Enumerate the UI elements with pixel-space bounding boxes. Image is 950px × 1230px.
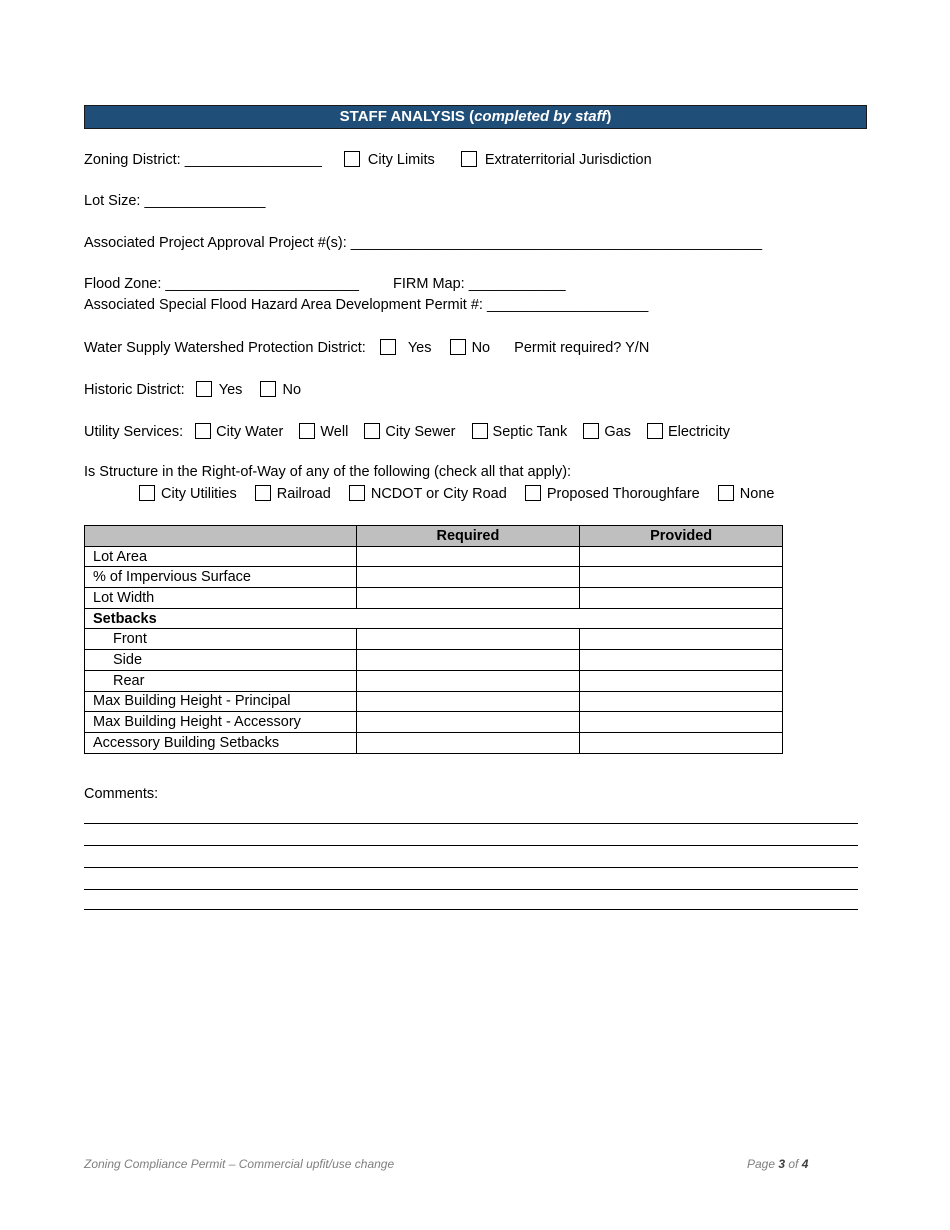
page-total: 4 — [801, 1157, 809, 1171]
required-cell[interactable] — [356, 712, 580, 733]
historic-yes-label: Yes — [218, 382, 243, 398]
city-water-checkbox[interactable] — [195, 423, 211, 439]
gas-label: Gas — [604, 424, 631, 440]
proposed-thoroughfare-checkbox[interactable] — [525, 485, 541, 501]
septic-tank-label: Septic Tank — [492, 424, 568, 440]
ncdot-checkbox[interactable] — [349, 485, 365, 501]
watershed-no-label: No — [471, 340, 491, 356]
railroad-checkbox[interactable] — [255, 485, 271, 501]
table-row — [85, 732, 783, 753]
watershed-label: Water Supply Watershed Protection District: — [84, 340, 366, 356]
historic-yes-checkbox[interactable] — [196, 381, 212, 397]
electricity-checkbox[interactable] — [647, 423, 663, 439]
table-header-blank — [85, 526, 357, 547]
section-title-italic: completed by staff — [474, 108, 607, 125]
table-row — [85, 650, 783, 671]
required-cell[interactable] — [356, 670, 580, 691]
requirements-table — [84, 525, 783, 754]
provided-cell[interactable] — [580, 712, 783, 733]
section-header — [84, 105, 867, 129]
provided-cell[interactable] — [580, 691, 783, 712]
watershed-yes-checkbox[interactable] — [380, 339, 396, 355]
zoning-district-label: Zoning District: _________________ — [84, 152, 322, 168]
city-utilities-checkbox[interactable] — [139, 485, 155, 501]
septic-tank-checkbox[interactable] — [472, 423, 488, 439]
table-header-required: Required — [356, 526, 580, 547]
row-label-height-principal: Max Building Height - Principal — [85, 691, 357, 712]
provided-cell[interactable] — [580, 546, 783, 567]
required-cell[interactable] — [356, 567, 580, 588]
comment-line[interactable] — [84, 867, 858, 868]
provided-cell[interactable] — [580, 629, 783, 650]
row-label-rear: Rear — [85, 670, 357, 691]
required-cell[interactable] — [356, 732, 580, 753]
historic-label: Historic District: — [84, 382, 185, 398]
table-row — [85, 712, 783, 733]
city-sewer-label: City Sewer — [385, 424, 456, 440]
provided-cell[interactable] — [580, 588, 783, 609]
row-label-impervious: % of Impervious Surface — [85, 567, 357, 588]
permit-required-label: Permit required? Y/N — [514, 340, 650, 356]
proposed-thoroughfare-label: Proposed Thoroughfare — [546, 486, 700, 502]
table-row — [85, 670, 783, 691]
required-cell[interactable] — [356, 546, 580, 567]
row-options — [139, 485, 774, 502]
gas-checkbox[interactable] — [583, 423, 599, 439]
city-water-label: City Water — [216, 424, 284, 440]
associated-project-field[interactable]: Associated Project Approval Project #(s): ___________________________________________________ — [84, 235, 763, 251]
zoning-row — [84, 151, 652, 168]
table-row — [85, 608, 783, 629]
historic-no-label: No — [282, 382, 302, 398]
well-label: Well — [320, 424, 349, 440]
historic-no-checkbox[interactable] — [260, 381, 276, 397]
table-row — [85, 546, 783, 567]
page-of: of — [785, 1157, 802, 1171]
section-title-end: ) — [606, 108, 612, 125]
ncdot-label: NCDOT or City Road — [370, 486, 507, 502]
table-header-row — [85, 526, 783, 547]
railroad-label: Railroad — [276, 486, 331, 502]
row-label-height-accessory: Max Building Height - Accessory — [85, 712, 357, 733]
row-label-front: Front — [85, 629, 357, 650]
provided-cell[interactable] — [580, 650, 783, 671]
table-row — [85, 588, 783, 609]
flood-zone-row — [84, 276, 566, 292]
comment-line[interactable] — [84, 909, 858, 910]
table-row — [85, 691, 783, 712]
table-header-provided: Provided — [580, 526, 783, 547]
watershed-row — [84, 339, 649, 356]
required-cell[interactable] — [356, 588, 580, 609]
required-cell[interactable] — [356, 650, 580, 671]
watershed-yes-label: Yes — [407, 340, 432, 356]
provided-cell[interactable] — [580, 670, 783, 691]
utility-row — [84, 423, 730, 440]
provided-cell[interactable] — [580, 732, 783, 753]
flood-zone-field[interactable]: Flood Zone: ________________________ — [84, 276, 359, 292]
section-title: STAFF ANALYSIS ( — [339, 108, 475, 125]
utility-label: Utility Services: — [84, 424, 184, 440]
comment-line[interactable] — [84, 889, 858, 890]
city-limits-checkbox[interactable] — [344, 151, 360, 167]
lot-size-field[interactable]: Lot Size: _______________ — [84, 193, 266, 209]
none-checkbox[interactable] — [718, 485, 734, 501]
required-cell[interactable] — [356, 629, 580, 650]
row-label-setbacks: Setbacks — [85, 608, 783, 629]
table-row — [85, 629, 783, 650]
well-checkbox[interactable] — [299, 423, 315, 439]
city-limits-label: City Limits — [367, 152, 435, 168]
row-label-accessory-setbacks: Accessory Building Setbacks — [85, 732, 357, 753]
footer-title: Zoning Compliance Permit – Commercial upfit/use change — [84, 1157, 395, 1171]
comment-line[interactable] — [84, 823, 858, 824]
provided-cell[interactable] — [580, 567, 783, 588]
etj-label: Extraterritorial Jurisdiction — [484, 152, 652, 168]
row-label-side: Side — [85, 650, 357, 671]
historic-row — [84, 381, 301, 398]
city-utilities-label: City Utilities — [161, 486, 237, 502]
required-cell[interactable] — [356, 691, 580, 712]
page-current: 3 — [778, 1157, 786, 1171]
comment-line[interactable] — [84, 845, 858, 846]
page-number — [747, 1157, 808, 1171]
table-row — [85, 567, 783, 588]
row-label-lot-width: Lot Width — [85, 588, 357, 609]
firm-map-field[interactable]: FIRM Map: ____________ — [393, 276, 566, 292]
flood-permit-field[interactable]: Associated Special Flood Hazard Area Development Permit #: ____________________ — [84, 297, 649, 313]
comments-label: Comments: — [84, 786, 159, 802]
row-question: Is Structure in the Right-of-Way of any of the following (check all that apply): — [84, 464, 572, 480]
city-sewer-checkbox[interactable] — [364, 423, 380, 439]
row-label-lot-area: Lot Area — [85, 546, 357, 567]
none-label: None — [739, 486, 775, 502]
electricity-label: Electricity — [667, 424, 731, 440]
etj-checkbox[interactable] — [461, 151, 477, 167]
page-prefix: Page — [747, 1157, 779, 1171]
watershed-no-checkbox[interactable] — [450, 339, 466, 355]
